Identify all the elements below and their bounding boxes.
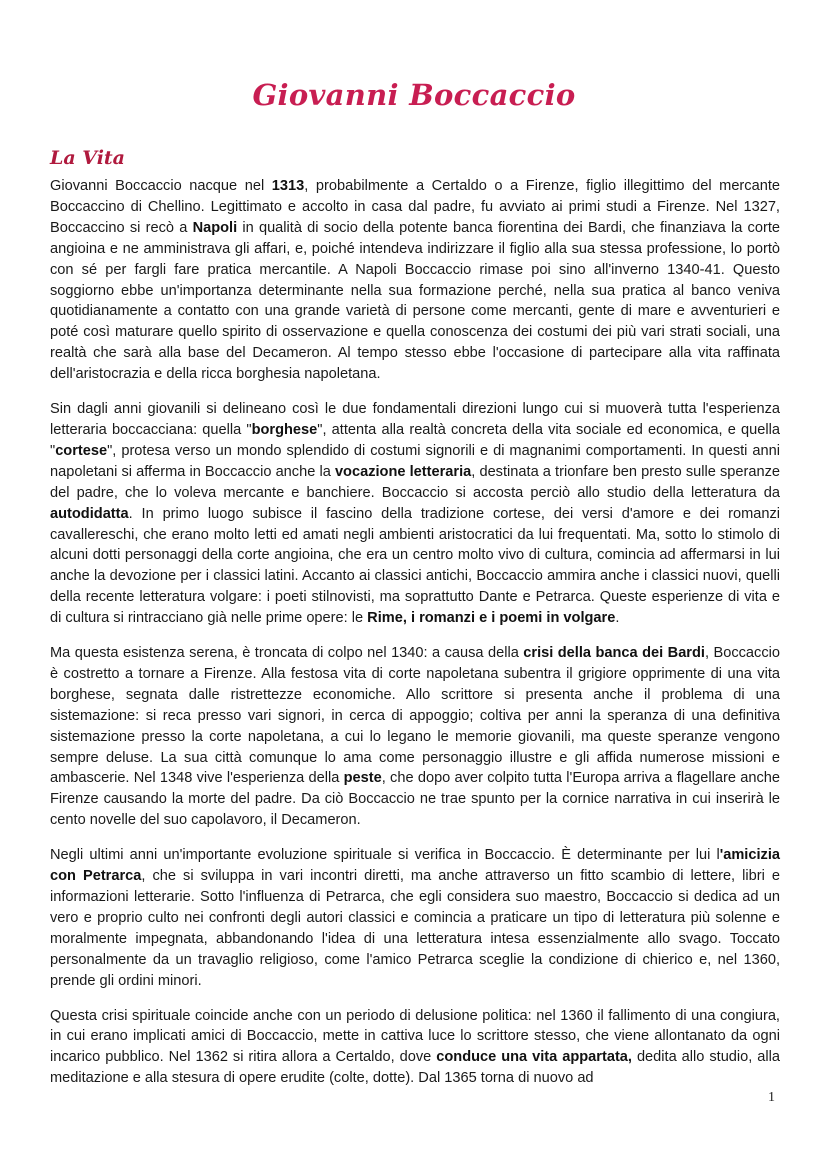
text-run: Sin dagli anni giovanili si delineano così le due fondamentali direzioni lungo cui si muoverà tutta l'esperienza letteraria boccacciana: quella " (50, 401, 780, 438)
text-run: ", attenta alla realtà concreta della vita sociale ed economica, e quella " (50, 421, 780, 459)
text-run: Questa crisi spirituale coincide anche con un periodo di delusione politica: nel 1360 il fallimento di una congiura, in cui erano implicati amici di Boccaccio, mette in cattiva luce lo scrittore stesso, che viene allontanato da ogni incarico pubblico. Nel 1362 si ritira allora a Certaldo, dove (50, 1007, 780, 1066)
text-run: , Boccaccio è costretto a tornare a Firenze. Alla festosa vita di corte napoletana subentra il grigiore opprimente di una vita borghese, segnata dalle ristrettezze economiche. Allo scrittore si presenta anche il problema di una sistemazione: si reca presso vari signori, in cerca di appoggio; coltiva per anni la speranza di una definitiva sistemazione presso la corte napoletana, a cui lo legano le memorie giovanili, ma queste speranze vengono sempre deluse. La sua città comunque lo ama come personaggio illustre e gli affida numerose missioni e ambascerie. Nel 1348 vive l'esperienza della (50, 645, 780, 787)
section-title: La Vita (50, 147, 125, 169)
text-run: Negli ultimi anni un'importante evoluzione spirituale si verifica in Boccaccio. È determinante per lui l (50, 847, 720, 864)
bold-text: cortese (55, 442, 108, 459)
text-run: dedita allo studio, alla meditazione e alla stesura di opere erudite (colte, dotte). Dal 1365 torna di nuovo ad (50, 1049, 781, 1087)
text-run: in qualità di socio della potente banca fiorentina dei Bardi, che finanziava la corte angioina e ne amministrava gli affari, e, poiché intendeva indirizzare il figlio alla sua stessa professione, lo portò con sé per fargli fare pratica mercantile. A Napoli Boccaccio rimase poi sino all'inverno 1340-41. Questo soggiorno ebbe un'importanza determinante nella sua formazione perché, nella sua pratica al banco veniva quotidianamente a contatto con una grande varietà di persone come mercanti, gente di mare e avventurieri e poté così maturare quello spirito di osservazione e quella conoscenza dei costumi dei più vari strati sociali, una realtà che sarà alla base del Decameron. Al tempo stesso ebbe l'occasione di partecipare alla vita raffinata dell'aristocrazia e della ricca borghesia napoletana. (50, 219, 780, 383)
bold-text: borghese (251, 421, 318, 438)
text-run: , probabilmente a Certaldo o a Firenze, figlio illegittimo del mercante Boccaccino di Chellino. Legittimato e accolto in casa dal padre, fu avviato ai primi studi a Firenze. Nel 1327, Boccaccino si recò a (50, 178, 780, 236)
bold-text: autodidatta (50, 505, 129, 522)
text-run: Giovanni Boccaccio nacque nel (50, 178, 272, 194)
paragraph (50, 176, 780, 385)
paragraph (50, 1006, 780, 1090)
bold-text: 'amicizia con Petrarca (50, 847, 780, 885)
bold-text: peste (343, 770, 382, 787)
text-run: , che si sviluppa in vari incontri diretti, ma anche attraverso un fitto scambio di lettere, libri e informazioni letterarie. Sotto l'influenza di Petrarca, che egli considera suo maestro, Boccaccio si dedica ad un vero e proprio culto nei confronti degli autori classici e comincia a praticare un tipo di letteratura più solenne e moralmente impegnata, abbandonando l'idea di una letteratura intesa essenzialmente allo svago. Toccato personalmente da un travaglio religioso, come l'amico Petrarca sceglie la condizione di chierico e, nel 1360, prende gli ordini minori. (50, 868, 780, 989)
bold-text: Napoli (192, 219, 238, 236)
text-run: . (615, 610, 620, 627)
bold-text: 1313 (271, 178, 305, 194)
document-title: Giovanni Boccaccio (252, 78, 576, 112)
paragraph (50, 643, 780, 831)
page-number: 1 (768, 1090, 775, 1105)
bold-text: conduce una vita appartata, (436, 1049, 632, 1066)
text-run: Ma questa esistenza serena, è troncata di colpo nel 1340: a causa della (50, 645, 524, 662)
bold-text: vocazione letteraria (334, 463, 472, 480)
text-run: . In primo luogo subisce il fascino della tradizione cortese, dei versi d'amore e dei romanzi cavallereschi, che erano molto letti ed amati negli ambienti aristocratici da lui frequentati. Ma, sotto lo stimolo di alcuni dotti personaggi della corte angioina, che era un centro molto vivo di cultura, comincia ad affermarsi in lui anche la devozione per i classici latini. Accanto ai classici antichi, Boccaccio ammira anche i classici nuovi, quelli della recente letteratura volgare: i poeti stilnovisti, ma soprattutto Dante e Petrarca. Queste esperienze di vita e di cultura si rintracciano già nelle prime opere: le (50, 505, 780, 627)
text-run: ", protesa verso un mondo splendido di costumi signorili e di magnanimi comportamenti. In questi anni napoletani si afferma in Boccaccio anche la (50, 442, 780, 480)
text-run: , che dopo aver colpito tutta l'Europa arriva a flagellare anche Firenze causando la morte del padre. Da ciò Boccaccio ne trae spunto per la cornice narrativa in cui inserirà le cento novelle del suo capolavoro, il Decameron. (50, 770, 781, 829)
paragraph (50, 845, 780, 991)
paragraph (50, 399, 780, 629)
bold-text: crisi della banca dei Bardi (523, 645, 705, 662)
body-text (50, 176, 780, 1103)
bold-text: Rime, i romanzi e i poemi in volgare (367, 610, 616, 627)
text-run: , destinata a trionfare ben presto sulle speranze del padre, che lo voleva mercante e banchiere. Boccaccio si accosta perciò allo studio della letteratura da (50, 463, 781, 501)
